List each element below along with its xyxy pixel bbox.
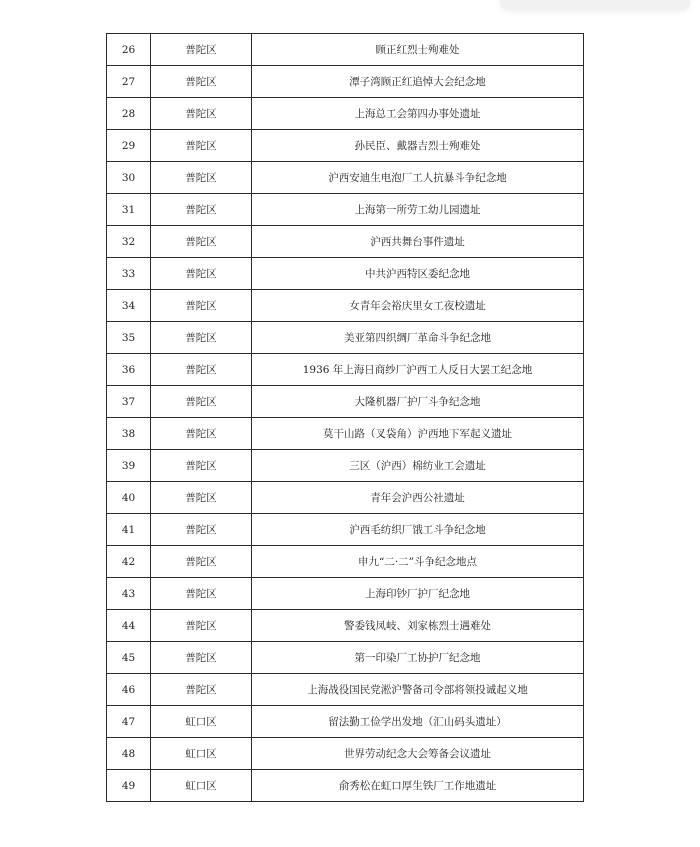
heritage-sites-table bbox=[106, 33, 584, 802]
table-row bbox=[107, 450, 584, 482]
row-district: 虹口区 bbox=[151, 706, 252, 738]
row-number: 46 bbox=[107, 674, 151, 706]
row-number: 41 bbox=[107, 514, 151, 546]
table-row bbox=[107, 386, 584, 418]
table-row bbox=[107, 482, 584, 514]
row-district: 普陀区 bbox=[151, 226, 252, 258]
row-number: 30 bbox=[107, 162, 151, 194]
row-site-name: 美亚第四织绸厂革命斗争纪念地 bbox=[252, 322, 584, 354]
row-number: 49 bbox=[107, 770, 151, 802]
row-site-name: 申九“二·二”斗争纪念地点 bbox=[252, 546, 584, 578]
row-site-name: 上海总工会第四办事处遗址 bbox=[252, 98, 584, 130]
row-district: 普陀区 bbox=[151, 354, 252, 386]
row-number: 44 bbox=[107, 610, 151, 642]
row-number: 29 bbox=[107, 130, 151, 162]
row-site-name: 顾正红烈士殉难处 bbox=[252, 34, 584, 66]
row-number: 45 bbox=[107, 642, 151, 674]
row-site-name: 大隆机器厂护厂斗争纪念地 bbox=[252, 386, 584, 418]
table-row bbox=[107, 258, 584, 290]
table-row bbox=[107, 130, 584, 162]
row-site-name: 上海战役国民党淞沪警备司令部将领投诚起义地 bbox=[252, 674, 584, 706]
row-site-name: 第一印染厂工协护厂纪念地 bbox=[252, 642, 584, 674]
row-number: 47 bbox=[107, 706, 151, 738]
table-row bbox=[107, 610, 584, 642]
table-body bbox=[107, 34, 584, 802]
row-site-name: 青年会沪西公社遗址 bbox=[252, 482, 584, 514]
row-number: 36 bbox=[107, 354, 151, 386]
row-district: 普陀区 bbox=[151, 578, 252, 610]
row-number: 27 bbox=[107, 66, 151, 98]
row-number: 32 bbox=[107, 226, 151, 258]
row-number: 37 bbox=[107, 386, 151, 418]
row-district: 普陀区 bbox=[151, 610, 252, 642]
table-row bbox=[107, 546, 584, 578]
row-district: 普陀区 bbox=[151, 546, 252, 578]
table-row bbox=[107, 738, 584, 770]
row-site-name: 俞秀松在虹口厚生铁厂工作地遗址 bbox=[252, 770, 584, 802]
row-district: 普陀区 bbox=[151, 162, 252, 194]
table-row bbox=[107, 514, 584, 546]
row-number: 26 bbox=[107, 34, 151, 66]
row-site-name: 沪西毛纺织厂饿工斗争纪念地 bbox=[252, 514, 584, 546]
row-district: 普陀区 bbox=[151, 450, 252, 482]
row-district: 普陀区 bbox=[151, 418, 252, 450]
table-row bbox=[107, 226, 584, 258]
table-row bbox=[107, 770, 584, 802]
row-site-name: 潭子湾顾正红追悼大会纪念地 bbox=[252, 66, 584, 98]
row-district: 普陀区 bbox=[151, 674, 252, 706]
row-number: 28 bbox=[107, 98, 151, 130]
top-edge-shadow bbox=[500, 0, 690, 10]
table-row bbox=[107, 418, 584, 450]
row-district: 普陀区 bbox=[151, 386, 252, 418]
table-row bbox=[107, 578, 584, 610]
table-row bbox=[107, 706, 584, 738]
row-district: 普陀区 bbox=[151, 66, 252, 98]
table-row bbox=[107, 66, 584, 98]
row-site-name: 孙民臣、戴器吉烈士殉难处 bbox=[252, 130, 584, 162]
row-number: 39 bbox=[107, 450, 151, 482]
row-number: 42 bbox=[107, 546, 151, 578]
row-site-name: 三区（沪西）棉纺业工会遗址 bbox=[252, 450, 584, 482]
row-district: 虹口区 bbox=[151, 770, 252, 802]
row-number: 35 bbox=[107, 322, 151, 354]
row-site-name: 警委钱凤岐、刘家栋烈士遇难处 bbox=[252, 610, 584, 642]
row-site-name: 上海印钞厂护厂纪念地 bbox=[252, 578, 584, 610]
row-site-name: 中共沪西特区委纪念地 bbox=[252, 258, 584, 290]
row-district: 普陀区 bbox=[151, 642, 252, 674]
row-number: 43 bbox=[107, 578, 151, 610]
row-site-name: 1936 年上海日商纱厂沪西工人反日大罢工纪念地 bbox=[252, 354, 584, 386]
row-district: 普陀区 bbox=[151, 514, 252, 546]
row-site-name: 上海第一所劳工幼儿园遗址 bbox=[252, 194, 584, 226]
row-district: 普陀区 bbox=[151, 98, 252, 130]
table-row bbox=[107, 674, 584, 706]
table-row bbox=[107, 98, 584, 130]
table-row bbox=[107, 194, 584, 226]
row-number: 48 bbox=[107, 738, 151, 770]
table-row bbox=[107, 354, 584, 386]
table-row bbox=[107, 162, 584, 194]
row-number: 38 bbox=[107, 418, 151, 450]
row-site-name: 世界劳动纪念大会筹备会议遗址 bbox=[252, 738, 584, 770]
table-row bbox=[107, 290, 584, 322]
table-row bbox=[107, 34, 584, 66]
row-district: 普陀区 bbox=[151, 482, 252, 514]
row-number: 33 bbox=[107, 258, 151, 290]
row-number: 40 bbox=[107, 482, 151, 514]
row-district: 普陀区 bbox=[151, 258, 252, 290]
row-district: 普陀区 bbox=[151, 322, 252, 354]
row-site-name: 女青年会裕庆里女工夜校遗址 bbox=[252, 290, 584, 322]
row-number: 34 bbox=[107, 290, 151, 322]
row-district: 普陀区 bbox=[151, 34, 252, 66]
row-site-name: 沪西共舞台事件遗址 bbox=[252, 226, 584, 258]
row-district: 普陀区 bbox=[151, 194, 252, 226]
row-site-name: 留法勤工俭学出发地（汇山码头遗址） bbox=[252, 706, 584, 738]
table-row bbox=[107, 642, 584, 674]
row-site-name: 沪西安迪生电泡厂工人抗暴斗争纪念地 bbox=[252, 162, 584, 194]
row-district: 普陀区 bbox=[151, 130, 252, 162]
table-row bbox=[107, 322, 584, 354]
row-number: 31 bbox=[107, 194, 151, 226]
row-district: 普陀区 bbox=[151, 290, 252, 322]
row-district: 虹口区 bbox=[151, 738, 252, 770]
row-site-name: 莫干山路（叉袋角）沪西地下军起义遗址 bbox=[252, 418, 584, 450]
